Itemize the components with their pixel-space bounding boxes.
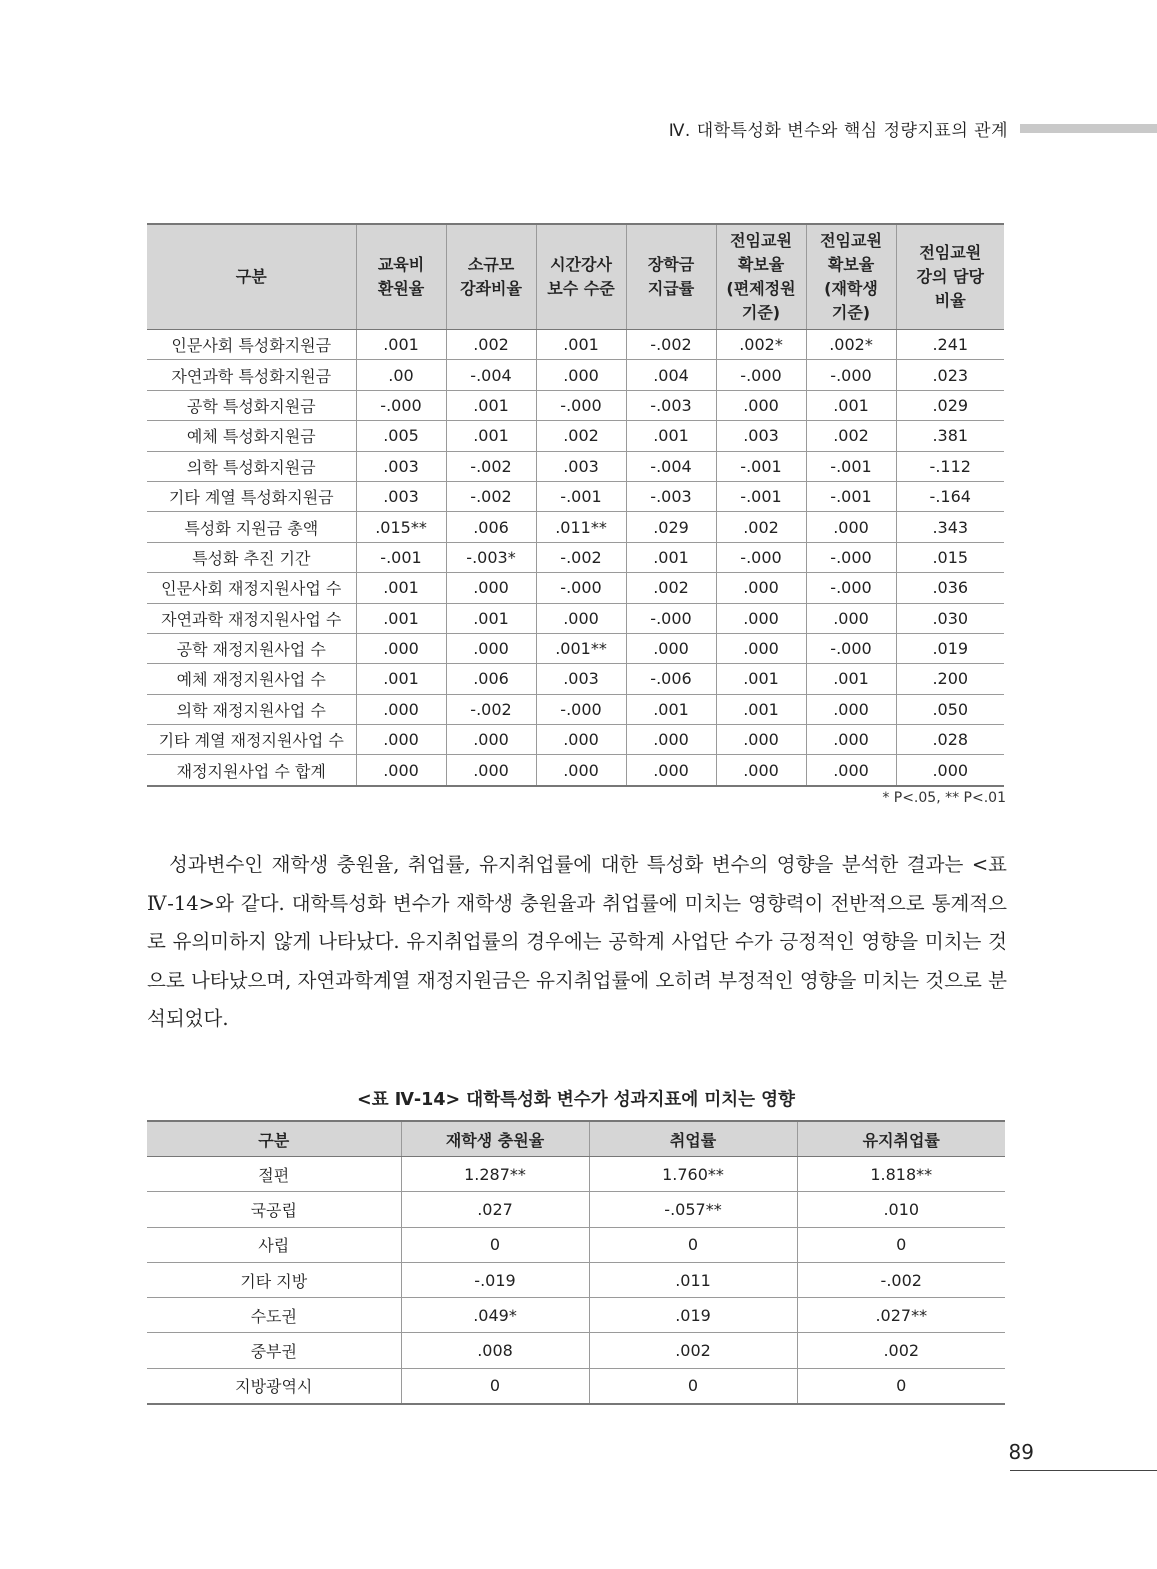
value-cell: .001	[446, 603, 536, 633]
value-cell: -.164	[896, 481, 1004, 511]
value-cell: -.002	[797, 1262, 1005, 1297]
value-cell: -.004	[626, 451, 716, 481]
value-cell: .001	[716, 694, 806, 724]
value-cell: .000	[716, 390, 806, 420]
value-cell: .000	[716, 755, 806, 786]
value-cell: .001	[446, 421, 536, 451]
value-cell: .027**	[797, 1298, 1005, 1333]
table-row	[147, 451, 1004, 481]
table-header-row	[147, 1121, 1005, 1157]
table-row	[147, 421, 1004, 451]
value-cell: .001	[356, 603, 446, 633]
table-row	[147, 573, 1004, 603]
table-row	[147, 633, 1004, 663]
value-cell: -.001	[716, 481, 806, 511]
value-cell: -.004	[446, 360, 536, 390]
value-cell: 0	[797, 1368, 1005, 1404]
value-cell: .000	[536, 725, 626, 755]
value-cell: .027	[401, 1192, 589, 1227]
body-paragraph: 성과변수인 재학생 충원율, 취업률, 유지취업률에 대한 특성화 변수의 영향을 분석한 결과는 <표 Ⅳ-14>와 같다. 대학특성화 변수가 재학생 충원율과 취업률에 미치는 영향력이 전반적으로 통계적으로 유의미하지 않게 나타났다. 유지취업률의 경우에는 공학계 사업단 수가 긍정적인 영향을 미치는 것으로 나타났으며, 자연과학계열 재정지원금은 유지취업률에 오히려 부정적인 영향을 미치는 것으로 분석되었다.	[147, 853, 1007, 1030]
row-label-cell: 기타 지방	[147, 1262, 401, 1297]
header-cell: 재학생 충원율	[401, 1121, 589, 1157]
value-cell: -.000	[536, 390, 626, 420]
value-cell: 0	[589, 1227, 797, 1262]
value-cell: .000	[446, 573, 536, 603]
value-cell: .029	[896, 390, 1004, 420]
value-cell: .000	[446, 755, 536, 786]
value-cell: .000	[806, 603, 896, 633]
value-cell: .010	[797, 1192, 1005, 1227]
header-cell: 취업률	[589, 1121, 797, 1157]
value-cell: .019	[589, 1298, 797, 1333]
value-cell: .000	[626, 725, 716, 755]
value-cell: -.000	[626, 603, 716, 633]
table-row	[147, 755, 1004, 786]
header-cell: 장학금 지급률	[626, 224, 716, 330]
table-row	[147, 694, 1004, 724]
row-label-cell: 기타 계열 특성화지원금	[147, 481, 356, 511]
table-row	[147, 1368, 1005, 1404]
header-cell: 전임교원 확보율 (재학생 기준)	[806, 224, 896, 330]
running-header: Ⅳ. 대학특성화 변수와 핵심 정량지표의 관계	[668, 121, 1008, 141]
value-cell: .000	[536, 603, 626, 633]
value-cell: .000	[716, 603, 806, 633]
value-cell: .023	[896, 360, 1004, 390]
row-label-cell: 기타 계열 재정지원사업 수	[147, 725, 356, 755]
table2-body	[147, 1157, 1005, 1405]
table-row	[147, 330, 1004, 360]
header-cell: 전임교원 확보율 (편제정원 기준)	[716, 224, 806, 330]
value-cell: .008	[401, 1333, 589, 1368]
value-cell: .002	[716, 512, 806, 542]
specialization-input-table	[147, 223, 1004, 787]
value-cell: .000	[716, 633, 806, 663]
row-label-cell: 인문사회 재정지원사업 수	[147, 573, 356, 603]
value-cell: -.002	[446, 694, 536, 724]
value-cell: .002	[536, 421, 626, 451]
value-cell: .036	[896, 573, 1004, 603]
table-row	[147, 1192, 1005, 1227]
value-cell: 0	[797, 1227, 1005, 1262]
table-row	[147, 1262, 1005, 1297]
performance-indicator-table	[147, 1120, 1005, 1405]
value-cell: .002*	[716, 330, 806, 360]
table-row	[147, 1298, 1005, 1333]
table-row	[147, 1227, 1005, 1262]
table-row	[147, 1333, 1005, 1368]
row-label-cell: 자연과학 특성화지원금	[147, 360, 356, 390]
value-cell: .001	[626, 542, 716, 572]
value-cell: -.001	[806, 481, 896, 511]
value-cell: .000	[806, 725, 896, 755]
value-cell: -.002	[536, 542, 626, 572]
table-row	[147, 603, 1004, 633]
table-row	[147, 542, 1004, 572]
header-decoration-bar	[1020, 124, 1157, 133]
value-cell: .002	[626, 573, 716, 603]
value-cell: -.000	[806, 633, 896, 663]
value-cell: .000	[716, 725, 806, 755]
value-cell: .003	[536, 451, 626, 481]
row-label-cell: 공학 재정지원사업 수	[147, 633, 356, 663]
value-cell: .002	[806, 421, 896, 451]
table-row	[147, 390, 1004, 420]
value-cell: .000	[356, 755, 446, 786]
row-label-cell: 공학 특성화지원금	[147, 390, 356, 420]
table-row	[147, 725, 1004, 755]
table-header-row	[147, 224, 1004, 330]
value-cell: .001	[536, 330, 626, 360]
value-cell: 1.818**	[797, 1157, 1005, 1192]
value-cell: .343	[896, 512, 1004, 542]
value-cell: .000	[356, 633, 446, 663]
header-cell: 유지취업률	[797, 1121, 1005, 1157]
significance-footnote: * P<.05, ** P<.01	[882, 790, 1006, 806]
value-cell: .002	[589, 1333, 797, 1368]
value-cell: .019	[896, 633, 1004, 663]
value-cell: 0	[589, 1368, 797, 1404]
page-number-rule	[1010, 1470, 1157, 1471]
row-label-cell: 예체 특성화지원금	[147, 421, 356, 451]
row-label-cell: 의학 특성화지원금	[147, 451, 356, 481]
value-cell: -.000	[536, 694, 626, 724]
row-label-cell: 재정지원사업 수 합계	[147, 755, 356, 786]
table-row	[147, 664, 1004, 694]
header-cell: 시간강사 보수 수준	[536, 224, 626, 330]
value-cell: .011**	[536, 512, 626, 542]
value-cell: .005	[356, 421, 446, 451]
value-cell: -.019	[401, 1262, 589, 1297]
header-cell: 구분	[147, 1121, 401, 1157]
value-cell: -.003	[626, 481, 716, 511]
value-cell: 1.760**	[589, 1157, 797, 1192]
value-cell: .004	[626, 360, 716, 390]
value-cell: -.002	[446, 481, 536, 511]
value-cell: .000	[626, 755, 716, 786]
value-cell: .002	[446, 330, 536, 360]
value-cell: .000	[716, 573, 806, 603]
value-cell: .049*	[401, 1298, 589, 1333]
value-cell: .030	[896, 603, 1004, 633]
page-number: 89	[1008, 1440, 1034, 1464]
value-cell: -.001	[716, 451, 806, 481]
value-cell: 0	[401, 1368, 589, 1404]
value-cell: .003	[356, 481, 446, 511]
value-cell: .000	[536, 360, 626, 390]
row-label-cell: 지방광역시	[147, 1368, 401, 1404]
value-cell: -.057**	[589, 1192, 797, 1227]
header-cell: 교육비 환원율	[356, 224, 446, 330]
value-cell: .001	[626, 694, 716, 724]
value-cell: .001	[446, 390, 536, 420]
table-row	[147, 1157, 1005, 1192]
table-row	[147, 481, 1004, 511]
value-cell: .000	[896, 755, 1004, 786]
value-cell: -.000	[716, 360, 806, 390]
value-cell: 1.287**	[401, 1157, 589, 1192]
value-cell: -.003	[626, 390, 716, 420]
value-cell: -.002	[626, 330, 716, 360]
value-cell: .001	[626, 421, 716, 451]
value-cell: .006	[446, 512, 536, 542]
table1-body	[147, 330, 1004, 786]
row-label-cell: 특성화 지원금 총액	[147, 512, 356, 542]
value-cell: -.003*	[446, 542, 536, 572]
value-cell: .015	[896, 542, 1004, 572]
value-cell: .006	[446, 664, 536, 694]
value-cell: .00	[356, 360, 446, 390]
row-label-cell: 자연과학 재정지원사업 수	[147, 603, 356, 633]
value-cell: .000	[806, 694, 896, 724]
row-label-cell: 국공립	[147, 1192, 401, 1227]
row-label-cell: 인문사회 특성화지원금	[147, 330, 356, 360]
value-cell: -.000	[806, 360, 896, 390]
header-cell: 구분	[147, 224, 356, 330]
header-cell: 전임교원 강의 담당 비율	[896, 224, 1004, 330]
value-cell: -.000	[536, 573, 626, 603]
value-cell: .028	[896, 725, 1004, 755]
value-cell: .001	[356, 664, 446, 694]
value-cell: .000	[806, 512, 896, 542]
row-label-cell: 중부권	[147, 1333, 401, 1368]
value-cell: .002	[797, 1333, 1005, 1368]
value-cell: .001	[716, 664, 806, 694]
row-label-cell: 절편	[147, 1157, 401, 1192]
row-label-cell: 특성화 추진 기간	[147, 542, 356, 572]
value-cell: .000	[806, 755, 896, 786]
value-cell: -.001	[536, 481, 626, 511]
value-cell: .001**	[536, 633, 626, 663]
table-caption: <표 Ⅳ-14> 대학특성화 변수가 성과지표에 미치는 영향	[357, 1090, 795, 1110]
value-cell: -.000	[356, 390, 446, 420]
value-cell: -.002	[446, 451, 536, 481]
value-cell: -.000	[716, 542, 806, 572]
value-cell: .002*	[806, 330, 896, 360]
row-label-cell: 예체 재정지원사업 수	[147, 664, 356, 694]
row-label-cell: 사립	[147, 1227, 401, 1262]
value-cell: .000	[356, 694, 446, 724]
value-cell: -.001	[356, 542, 446, 572]
value-cell: -.000	[806, 542, 896, 572]
value-cell: .001	[806, 390, 896, 420]
value-cell: -.112	[896, 451, 1004, 481]
value-cell: .000	[446, 725, 536, 755]
value-cell: 0	[401, 1227, 589, 1262]
value-cell: .050	[896, 694, 1004, 724]
row-label-cell: 의학 재정지원사업 수	[147, 694, 356, 724]
header-cell: 소규모 강좌비율	[446, 224, 536, 330]
table-row	[147, 512, 1004, 542]
value-cell: .000	[536, 755, 626, 786]
value-cell: -.006	[626, 664, 716, 694]
value-cell: .000	[356, 725, 446, 755]
value-cell: .003	[536, 664, 626, 694]
table-row	[147, 360, 1004, 390]
row-label-cell: 수도권	[147, 1298, 401, 1333]
value-cell: .001	[806, 664, 896, 694]
value-cell: .003	[716, 421, 806, 451]
value-cell: .381	[896, 421, 1004, 451]
value-cell: -.001	[806, 451, 896, 481]
value-cell: .241	[896, 330, 1004, 360]
value-cell: .011	[589, 1262, 797, 1297]
value-cell: .000	[626, 633, 716, 663]
value-cell: -.000	[806, 573, 896, 603]
value-cell: .001	[356, 573, 446, 603]
value-cell: .200	[896, 664, 1004, 694]
value-cell: .001	[356, 330, 446, 360]
value-cell: .003	[356, 451, 446, 481]
value-cell: .015**	[356, 512, 446, 542]
value-cell: .000	[446, 633, 536, 663]
value-cell: .029	[626, 512, 716, 542]
